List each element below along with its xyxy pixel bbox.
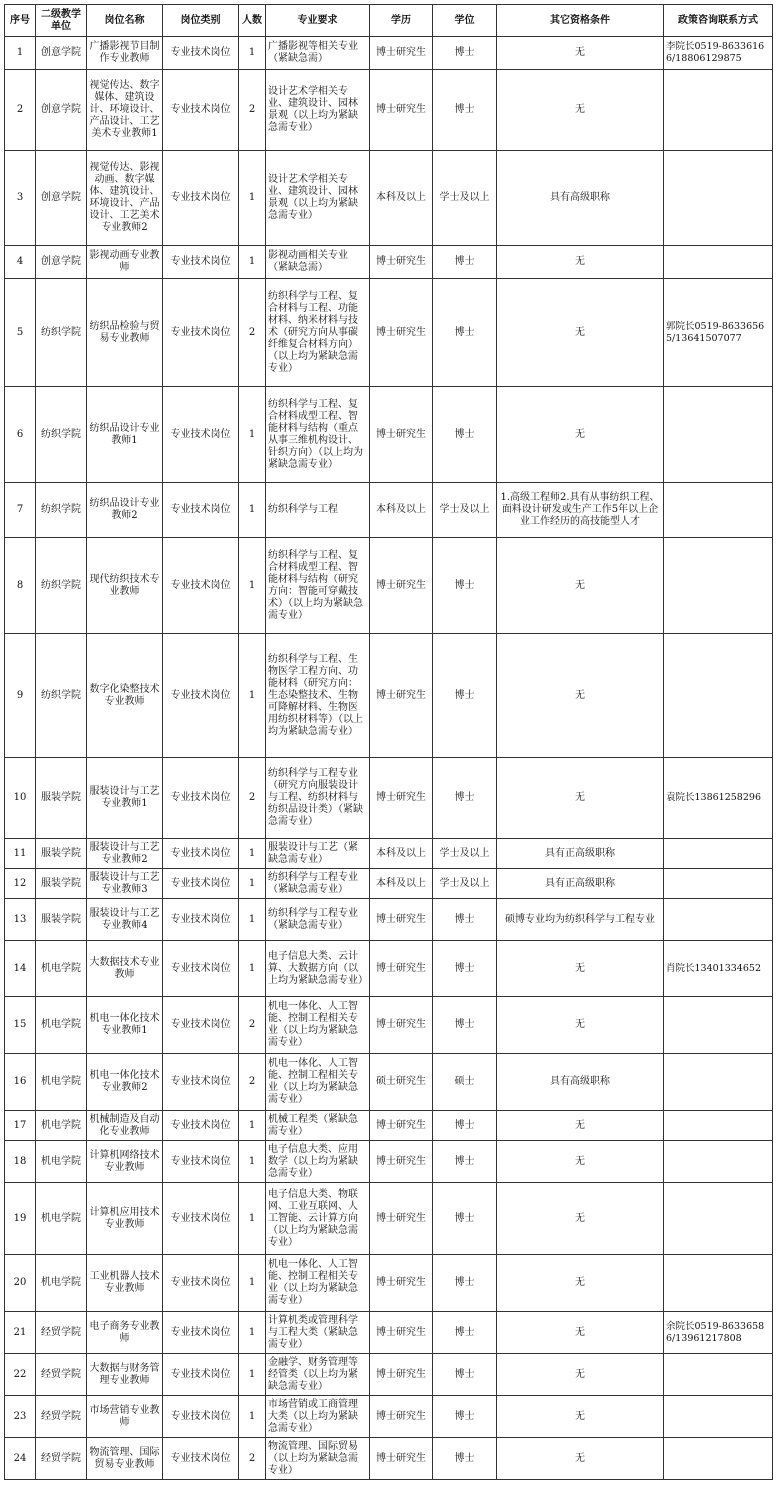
contact-cell: 肖院长13401334652 bbox=[664, 941, 773, 997]
row-number: 7 bbox=[5, 483, 36, 538]
post-name-cell: 纺织品设计专业教师1 bbox=[87, 387, 163, 483]
other-conditions-cell: 无 bbox=[497, 1183, 664, 1255]
headcount-cell: 1 bbox=[239, 1255, 266, 1312]
education-cell: 博士研究生 bbox=[370, 941, 433, 997]
post-name-cell: 纺织品检验与贸易专业教师 bbox=[87, 279, 163, 387]
row-number: 14 bbox=[5, 941, 36, 997]
contact-cell bbox=[664, 1141, 773, 1183]
other-conditions-cell: 无 bbox=[497, 758, 664, 839]
unit-cell: 机电学院 bbox=[36, 1183, 87, 1255]
headcount-cell: 1 bbox=[239, 1111, 266, 1141]
degree-cell: 博士 bbox=[433, 1111, 497, 1141]
row-number: 9 bbox=[5, 634, 36, 758]
contact-cell bbox=[664, 387, 773, 483]
other-conditions-cell: 无 bbox=[497, 1111, 664, 1141]
post-type-cell: 专业技术岗位 bbox=[163, 1312, 239, 1354]
major-requirement-cell: 电子信息大类、云计算、大数据方向（以上均为紧缺急需专业） bbox=[266, 941, 370, 997]
table-row bbox=[5, 634, 773, 758]
post-name-cell: 电子商务专业教师 bbox=[87, 1312, 163, 1354]
other-conditions-cell: 具有高级职称 bbox=[497, 1054, 664, 1111]
table-row bbox=[5, 483, 773, 538]
major-requirement-cell: 纺织科学与工程、复合材料成型工程、智能材料与结构（研究方向：智能可穿戴技术）（以上均为紧缺急需专业） bbox=[266, 538, 370, 634]
header-degree: 学位 bbox=[433, 5, 497, 37]
education-cell: 博士研究生 bbox=[370, 37, 433, 70]
headcount-cell: 2 bbox=[239, 758, 266, 839]
unit-cell: 纺织学院 bbox=[36, 387, 87, 483]
post-name-cell: 工业机器人技术专业教师 bbox=[87, 1255, 163, 1312]
post-type-cell: 专业技术岗位 bbox=[163, 634, 239, 758]
post-name-cell: 大数据与财务管理专业教师 bbox=[87, 1354, 163, 1396]
major-requirement-cell: 电子信息大类、应用数学（以上均为紧缺急需专业） bbox=[266, 1141, 370, 1183]
degree-cell: 博士 bbox=[433, 1141, 497, 1183]
unit-cell: 机电学院 bbox=[36, 1054, 87, 1111]
other-conditions-cell: 具有正高级职称 bbox=[497, 869, 664, 899]
unit-cell: 机电学院 bbox=[36, 1111, 87, 1141]
header-no: 序号 bbox=[5, 5, 36, 37]
post-name-cell: 视觉传达、影视动画、数字媒体、建筑设计、环境设计、产品设计、工艺美术专业教师2 bbox=[87, 151, 163, 246]
headcount-cell: 1 bbox=[239, 1396, 266, 1438]
degree-cell: 博士 bbox=[433, 37, 497, 70]
table-row bbox=[5, 538, 773, 634]
row-number: 3 bbox=[5, 151, 36, 246]
contact-cell bbox=[664, 997, 773, 1054]
education-cell: 博士研究生 bbox=[370, 1141, 433, 1183]
row-number: 4 bbox=[5, 246, 36, 279]
headcount-cell: 2 bbox=[239, 1054, 266, 1111]
education-cell: 博士研究生 bbox=[370, 387, 433, 483]
degree-cell: 博士 bbox=[433, 246, 497, 279]
education-cell: 本科及以上 bbox=[370, 483, 433, 538]
post-type-cell: 专业技术岗位 bbox=[163, 839, 239, 869]
post-name-cell: 市场营销专业教师 bbox=[87, 1396, 163, 1438]
post-type-cell: 专业技术岗位 bbox=[163, 1111, 239, 1141]
contact-cell bbox=[664, 634, 773, 758]
education-cell: 博士研究生 bbox=[370, 246, 433, 279]
headcount-cell: 2 bbox=[239, 70, 266, 151]
major-requirement-cell: 金融学、财务管理等经管类（以上均为紧缺急需专业） bbox=[266, 1354, 370, 1396]
post-name-cell: 广播影视节目制作专业教师 bbox=[87, 37, 163, 70]
post-type-cell: 专业技术岗位 bbox=[163, 941, 239, 997]
headcount-cell: 2 bbox=[239, 1438, 266, 1480]
major-requirement-cell: 纺织科学与工程、复合材料与工程、功能材料、纳米材料与技术（研究方向从事碳纤维复合材料方向）（以上均为紧缺急需专业） bbox=[266, 279, 370, 387]
education-cell: 博士研究生 bbox=[370, 538, 433, 634]
table-row bbox=[5, 1312, 773, 1354]
row-number: 21 bbox=[5, 1312, 36, 1354]
contact-cell bbox=[664, 1111, 773, 1141]
table-row bbox=[5, 1111, 773, 1141]
row-number: 15 bbox=[5, 997, 36, 1054]
row-number: 22 bbox=[5, 1354, 36, 1396]
post-name-cell: 大数据技术专业教师 bbox=[87, 941, 163, 997]
headcount-cell: 2 bbox=[239, 997, 266, 1054]
table-body bbox=[5, 37, 773, 1480]
major-requirement-cell: 机电一体化、人工智能、控制工程相关专业（以上均为紧缺急需专业） bbox=[266, 1255, 370, 1312]
other-conditions-cell: 具有高级职称 bbox=[497, 151, 664, 246]
unit-cell: 机电学院 bbox=[36, 941, 87, 997]
major-requirement-cell: 广播影视等相关专业（紧缺急需） bbox=[266, 37, 370, 70]
education-cell: 博士研究生 bbox=[370, 997, 433, 1054]
education-cell: 博士研究生 bbox=[370, 1255, 433, 1312]
headcount-cell: 1 bbox=[239, 387, 266, 483]
other-conditions-cell: 无 bbox=[497, 634, 664, 758]
post-type-cell: 专业技术岗位 bbox=[163, 997, 239, 1054]
post-type-cell: 专业技术岗位 bbox=[163, 483, 239, 538]
row-number: 16 bbox=[5, 1054, 36, 1111]
post-name-cell: 数字化染整技术专业教师 bbox=[87, 634, 163, 758]
table-row bbox=[5, 869, 773, 899]
degree-cell: 博士 bbox=[433, 1438, 497, 1480]
post-type-cell: 专业技术岗位 bbox=[163, 1255, 239, 1312]
contact-cell bbox=[664, 1255, 773, 1312]
major-requirement-cell: 机械工程类（紧缺急需专业） bbox=[266, 1111, 370, 1141]
post-name-cell: 影视动画专业教师 bbox=[87, 246, 163, 279]
education-cell: 博士研究生 bbox=[370, 758, 433, 839]
major-requirement-cell: 服装设计与工艺（紧缺急需专业） bbox=[266, 839, 370, 869]
unit-cell: 经贸学院 bbox=[36, 1396, 87, 1438]
education-cell: 博士研究生 bbox=[370, 279, 433, 387]
table-row bbox=[5, 1255, 773, 1312]
table-row bbox=[5, 387, 773, 483]
major-requirement-cell: 设计艺术学相关专业、建筑设计、园林景观（以上均为紧缺急需专业） bbox=[266, 151, 370, 246]
unit-cell: 机电学院 bbox=[36, 1141, 87, 1183]
contact-cell bbox=[664, 1054, 773, 1111]
table-row bbox=[5, 997, 773, 1054]
headcount-cell: 1 bbox=[239, 839, 266, 869]
education-cell: 本科及以上 bbox=[370, 869, 433, 899]
headcount-cell: 1 bbox=[239, 246, 266, 279]
major-requirement-cell: 设计艺术学相关专业、建筑设计、园林景观（以上均为紧缺急需专业） bbox=[266, 70, 370, 151]
major-requirement-cell: 物流管理、国际贸易（以上均为紧缺急需专业） bbox=[266, 1438, 370, 1480]
recruitment-table bbox=[4, 4, 773, 1480]
degree-cell: 博士 bbox=[433, 1312, 497, 1354]
post-type-cell: 专业技术岗位 bbox=[163, 1141, 239, 1183]
unit-cell: 服装学院 bbox=[36, 839, 87, 869]
contact-cell bbox=[664, 899, 773, 941]
major-requirement-cell: 纺织科学与工程 bbox=[266, 483, 370, 538]
unit-cell: 纺织学院 bbox=[36, 634, 87, 758]
headcount-cell: 1 bbox=[239, 538, 266, 634]
degree-cell: 学士及以上 bbox=[433, 869, 497, 899]
education-cell: 博士研究生 bbox=[370, 1183, 433, 1255]
post-type-cell: 专业技术岗位 bbox=[163, 279, 239, 387]
header-unit: 二级教学单位 bbox=[36, 5, 87, 37]
post-type-cell: 专业技术岗位 bbox=[163, 538, 239, 634]
contact-cell: 袁院长13861258296 bbox=[664, 758, 773, 839]
contact-cell bbox=[664, 839, 773, 869]
table-row bbox=[5, 1183, 773, 1255]
other-conditions-cell: 无 bbox=[497, 1354, 664, 1396]
contact-cell bbox=[664, 1396, 773, 1438]
contact-cell bbox=[664, 869, 773, 899]
other-conditions-cell: 无 bbox=[497, 1312, 664, 1354]
headcount-cell: 1 bbox=[239, 634, 266, 758]
post-type-cell: 专业技术岗位 bbox=[163, 1396, 239, 1438]
unit-cell: 经贸学院 bbox=[36, 1438, 87, 1480]
post-name-cell: 视觉传达、数字媒体、建筑设计、环境设计、产品设计、工艺美术专业教师1 bbox=[87, 70, 163, 151]
post-type-cell: 专业技术岗位 bbox=[163, 1438, 239, 1480]
row-number: 24 bbox=[5, 1438, 36, 1480]
table-row bbox=[5, 758, 773, 839]
post-name-cell: 现代纺织技术专业教师 bbox=[87, 538, 163, 634]
header-major: 专业要求 bbox=[266, 5, 370, 37]
post-name-cell: 机电一体化技术专业教师1 bbox=[87, 997, 163, 1054]
table-row bbox=[5, 246, 773, 279]
education-cell: 博士研究生 bbox=[370, 1438, 433, 1480]
row-number: 2 bbox=[5, 70, 36, 151]
other-conditions-cell: 具有正高级职称 bbox=[497, 839, 664, 869]
post-name-cell: 计算机应用技术专业教师 bbox=[87, 1183, 163, 1255]
contact-cell bbox=[664, 1183, 773, 1255]
unit-cell: 创意学院 bbox=[36, 151, 87, 246]
other-conditions-cell: 无 bbox=[497, 1396, 664, 1438]
education-cell: 博士研究生 bbox=[370, 1111, 433, 1141]
post-name-cell: 服装设计与工艺专业教师2 bbox=[87, 839, 163, 869]
degree-cell: 博士 bbox=[433, 1183, 497, 1255]
other-conditions-cell: 无 bbox=[497, 246, 664, 279]
row-number: 13 bbox=[5, 899, 36, 941]
headcount-cell: 1 bbox=[239, 1183, 266, 1255]
degree-cell: 学士及以上 bbox=[433, 839, 497, 869]
headcount-cell: 1 bbox=[239, 1141, 266, 1183]
degree-cell: 学士及以上 bbox=[433, 151, 497, 246]
post-type-cell: 专业技术岗位 bbox=[163, 1354, 239, 1396]
post-type-cell: 专业技术岗位 bbox=[163, 1183, 239, 1255]
post-type-cell: 专业技术岗位 bbox=[163, 151, 239, 246]
unit-cell: 机电学院 bbox=[36, 1255, 87, 1312]
degree-cell: 博士 bbox=[433, 1354, 497, 1396]
major-requirement-cell: 影视动画相关专业（紧缺急需） bbox=[266, 246, 370, 279]
table-row bbox=[5, 1141, 773, 1183]
row-number: 23 bbox=[5, 1396, 36, 1438]
other-conditions-cell: 无 bbox=[497, 997, 664, 1054]
contact-cell bbox=[664, 246, 773, 279]
unit-cell: 经贸学院 bbox=[36, 1312, 87, 1354]
other-conditions-cell: 无 bbox=[497, 279, 664, 387]
post-type-cell: 专业技术岗位 bbox=[163, 899, 239, 941]
headcount-cell: 1 bbox=[239, 899, 266, 941]
row-number: 1 bbox=[5, 37, 36, 70]
major-requirement-cell: 计算机类或管理科学与工程大类（紧缺急需专业） bbox=[266, 1312, 370, 1354]
unit-cell: 机电学院 bbox=[36, 997, 87, 1054]
degree-cell: 博士 bbox=[433, 997, 497, 1054]
header-row bbox=[5, 5, 773, 37]
education-cell: 博士研究生 bbox=[370, 1396, 433, 1438]
contact-cell: 余院长0519-86336586/13961217808 bbox=[664, 1312, 773, 1354]
education-cell: 博士研究生 bbox=[370, 634, 433, 758]
other-conditions-cell: 无 bbox=[497, 37, 664, 70]
header-type: 岗位类别 bbox=[163, 5, 239, 37]
degree-cell: 博士 bbox=[433, 279, 497, 387]
degree-cell: 博士 bbox=[433, 758, 497, 839]
contact-cell bbox=[664, 483, 773, 538]
degree-cell: 博士 bbox=[433, 387, 497, 483]
headcount-cell: 1 bbox=[239, 37, 266, 70]
header-other: 其它资格条件 bbox=[497, 5, 664, 37]
headcount-cell: 1 bbox=[239, 483, 266, 538]
post-type-cell: 专业技术岗位 bbox=[163, 387, 239, 483]
table-row bbox=[5, 1438, 773, 1480]
post-name-cell: 服装设计与工艺专业教师3 bbox=[87, 869, 163, 899]
table-row bbox=[5, 1354, 773, 1396]
degree-cell: 博士 bbox=[433, 538, 497, 634]
post-type-cell: 专业技术岗位 bbox=[163, 1054, 239, 1111]
major-requirement-cell: 纺织科学与工程、生物医学工程方向、功能材料（研究方向：生态染整技术、生物可降解材料、生物医用纺织材料等）（以上均为紧缺急需专业） bbox=[266, 634, 370, 758]
unit-cell: 纺织学院 bbox=[36, 279, 87, 387]
row-number: 8 bbox=[5, 538, 36, 634]
headcount-cell: 1 bbox=[239, 869, 266, 899]
unit-cell: 纺织学院 bbox=[36, 538, 87, 634]
table-row bbox=[5, 839, 773, 869]
degree-cell: 博士 bbox=[433, 634, 497, 758]
contact-cell: 郭院长0519-86336565/13641507077 bbox=[664, 279, 773, 387]
row-number: 19 bbox=[5, 1183, 36, 1255]
degree-cell: 博士 bbox=[433, 1255, 497, 1312]
header-contact: 政策咨询联系方式 bbox=[664, 5, 773, 37]
row-number: 17 bbox=[5, 1111, 36, 1141]
major-requirement-cell: 市场营销或工商管理大类（以上均为紧缺急需专业） bbox=[266, 1396, 370, 1438]
post-name-cell: 计算机网络技术专业教师 bbox=[87, 1141, 163, 1183]
education-cell: 博士研究生 bbox=[370, 1354, 433, 1396]
other-conditions-cell: 无 bbox=[497, 1141, 664, 1183]
table-row bbox=[5, 1054, 773, 1111]
unit-cell: 创意学院 bbox=[36, 70, 87, 151]
education-cell: 本科及以上 bbox=[370, 839, 433, 869]
other-conditions-cell: 无 bbox=[497, 70, 664, 151]
education-cell: 博士研究生 bbox=[370, 1312, 433, 1354]
other-conditions-cell: 无 bbox=[497, 1438, 664, 1480]
table-row bbox=[5, 279, 773, 387]
other-conditions-cell: 无 bbox=[497, 538, 664, 634]
degree-cell: 博士 bbox=[433, 1396, 497, 1438]
major-requirement-cell: 纺织科学与工程专业（研究方向服装设计与工程、纺织材料与纺织品设计类）（紧缺急需专业） bbox=[266, 758, 370, 839]
education-cell: 硕士研究生 bbox=[370, 1054, 433, 1111]
post-name-cell: 机械制造及自动化专业教师 bbox=[87, 1111, 163, 1141]
degree-cell: 硕士 bbox=[433, 1054, 497, 1111]
unit-cell: 服装学院 bbox=[36, 869, 87, 899]
post-type-cell: 专业技术岗位 bbox=[163, 37, 239, 70]
header-count: 人数 bbox=[239, 5, 266, 37]
major-requirement-cell: 电子信息大类、物联网、工业互联网、人工智能、云计算方向（以上均为紧缺急需专业） bbox=[266, 1183, 370, 1255]
unit-cell: 创意学院 bbox=[36, 37, 87, 70]
row-number: 5 bbox=[5, 279, 36, 387]
education-cell: 博士研究生 bbox=[370, 899, 433, 941]
contact-cell: 李院长0519-86336166/18806129875 bbox=[664, 37, 773, 70]
major-requirement-cell: 机电一体化、人工智能、控制工程相关专业（以上均为紧缺急需专业） bbox=[266, 1054, 370, 1111]
post-name-cell: 机电一体化技术专业教师2 bbox=[87, 1054, 163, 1111]
header-post: 岗位名称 bbox=[87, 5, 163, 37]
row-number: 20 bbox=[5, 1255, 36, 1312]
degree-cell: 博士 bbox=[433, 899, 497, 941]
education-cell: 博士研究生 bbox=[370, 70, 433, 151]
degree-cell: 博士 bbox=[433, 941, 497, 997]
table-row bbox=[5, 37, 773, 70]
other-conditions-cell: 1.高级工程师2.具有从事纺织工程、面料设计研发或生产工作5年以上企业工作经历的高技能型人才 bbox=[497, 483, 664, 538]
post-name-cell: 服装设计与工艺专业教师1 bbox=[87, 758, 163, 839]
post-name-cell: 服装设计与工艺专业教师4 bbox=[87, 899, 163, 941]
unit-cell: 服装学院 bbox=[36, 758, 87, 839]
contact-cell bbox=[664, 70, 773, 151]
unit-cell: 创意学院 bbox=[36, 246, 87, 279]
unit-cell: 经贸学院 bbox=[36, 1354, 87, 1396]
degree-cell: 博士 bbox=[433, 70, 497, 151]
row-number: 12 bbox=[5, 869, 36, 899]
table-row bbox=[5, 151, 773, 246]
row-number: 11 bbox=[5, 839, 36, 869]
other-conditions-cell: 无 bbox=[497, 941, 664, 997]
table-row bbox=[5, 1396, 773, 1438]
degree-cell: 学士及以上 bbox=[433, 483, 497, 538]
contact-cell bbox=[664, 1438, 773, 1480]
major-requirement-cell: 纺织科学与工程、复合材料成型工程、智能材料与结构（重点从事三维机构设计、针织方向）（以上均为紧缺急需专业） bbox=[266, 387, 370, 483]
headcount-cell: 1 bbox=[239, 1354, 266, 1396]
table-row bbox=[5, 70, 773, 151]
headcount-cell: 2 bbox=[239, 279, 266, 387]
row-number: 10 bbox=[5, 758, 36, 839]
major-requirement-cell: 纺织科学与工程专业（紧缺急需专业） bbox=[266, 899, 370, 941]
post-type-cell: 专业技术岗位 bbox=[163, 869, 239, 899]
header-education: 学历 bbox=[370, 5, 433, 37]
headcount-cell: 1 bbox=[239, 151, 266, 246]
table-row bbox=[5, 899, 773, 941]
post-type-cell: 专业技术岗位 bbox=[163, 758, 239, 839]
other-conditions-cell: 硕博专业均为纺织科学与工程专业 bbox=[497, 899, 664, 941]
row-number: 18 bbox=[5, 1141, 36, 1183]
unit-cell: 纺织学院 bbox=[36, 483, 87, 538]
major-requirement-cell: 机电一体化、人工智能、控制工程相关专业（以上均为紧缺急需专业） bbox=[266, 997, 370, 1054]
post-name-cell: 物流管理、国际贸易专业教师 bbox=[87, 1438, 163, 1480]
contact-cell bbox=[664, 151, 773, 246]
table-row bbox=[5, 941, 773, 997]
post-type-cell: 专业技术岗位 bbox=[163, 246, 239, 279]
education-cell: 本科及以上 bbox=[370, 151, 433, 246]
unit-cell: 服装学院 bbox=[36, 899, 87, 941]
contact-cell bbox=[664, 1354, 773, 1396]
headcount-cell: 1 bbox=[239, 941, 266, 997]
other-conditions-cell: 无 bbox=[497, 1255, 664, 1312]
other-conditions-cell: 无 bbox=[497, 387, 664, 483]
major-requirement-cell: 纺织科学与工程专业（紧缺急需专业） bbox=[266, 869, 370, 899]
post-name-cell: 纺织品设计专业教师2 bbox=[87, 483, 163, 538]
post-type-cell: 专业技术岗位 bbox=[163, 70, 239, 151]
headcount-cell: 1 bbox=[239, 1312, 266, 1354]
row-number: 6 bbox=[5, 387, 36, 483]
contact-cell bbox=[664, 538, 773, 634]
